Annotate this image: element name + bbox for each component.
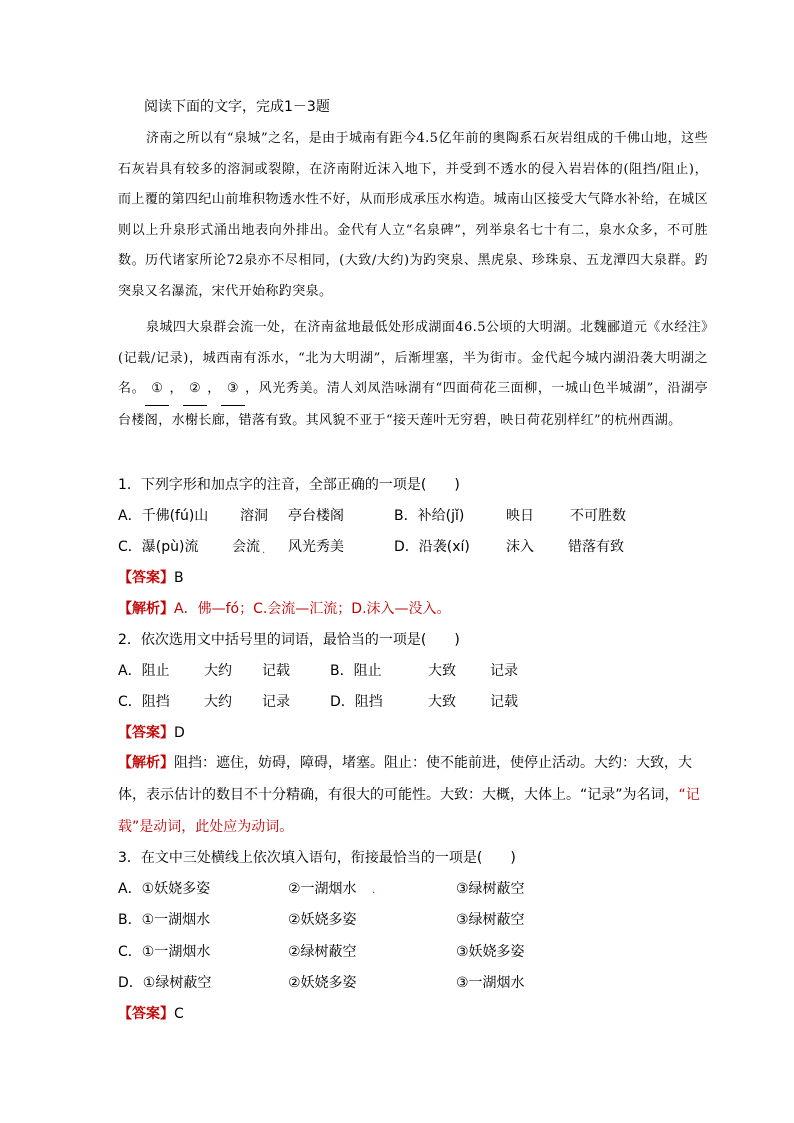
question-2-explanation	[118, 747, 712, 843]
question-1-stem: 1．下列字形和加点字的注音，全部正确的一项是( )	[118, 477, 460, 493]
q3-option-d-3: ③一湖烟水	[456, 975, 525, 991]
question-1-answer	[118, 567, 184, 587]
blank-separator-1: ，	[169, 381, 184, 396]
q3-option-c-2: ②绿树蔽空	[288, 944, 357, 960]
q2-option-c-3: 记录	[262, 694, 290, 710]
q2-option-b-2: 大致	[428, 663, 456, 679]
blank-3: ③	[221, 374, 245, 406]
q2-option-d-2: 大致	[428, 694, 456, 710]
q1-option-d-2: 沫入	[506, 539, 534, 555]
q3-option-a-1: A．①妖娆多姿	[118, 881, 211, 897]
q3-option-b-3: ③绿树蔽空	[456, 912, 525, 928]
q1-option-d-1: D．沿袭(xí)	[394, 539, 470, 555]
q2-option-c-1: C．阻挡	[118, 694, 170, 710]
q2-option-d-1: D．阻挡	[330, 694, 383, 710]
passage-paragraph-1: 济南之所以有“泉城”之名，是由于城南有距今4.5亿年前的奥陶系石灰岩组成的千佛山地，这些石灰岩具有较多的溶洞或裂隙，在济南附近沫入地下，并受到不透水的侵入岩岩体的(阻挡/阻止)，而上覆的第四纪山前堆积物透水性不好，从而形成承压水构造。城南山区接受大气降水补给，在城区则以上升泉形式涌出地表向外排出。金代有人立“名泉碑”，列举泉名七十有二，泉水众多，不可胜数。历代诸家所论72泉亦不尽相同，(大致/大约)为趵突泉、黑虎泉、珍珠泉、五龙潭四大泉群。趵突泉又名瀑流，宋代开始称趵突泉。	[118, 131, 708, 299]
section-intro: 阅读下面的文字，完成1－3题	[144, 99, 330, 115]
q2-option-b-1: B．阻止	[330, 663, 382, 679]
explanation-text: A．佛—fó；C.会流—汇流；D.沫入—没入。	[174, 601, 451, 617]
answer-tag: 【答案】	[118, 570, 174, 586]
q3-option-d-2: ②妖娆多姿	[288, 975, 357, 991]
q1-option-d-3: 错落有致	[568, 539, 624, 555]
q3-option-d-1: D．①绿树蔽空	[118, 975, 212, 991]
q1-option-c-3: 风光秀美	[288, 539, 344, 555]
q1-option-b-3: 不可胜数	[570, 508, 626, 524]
q1-option-b-1: B．补给(jǐ)	[394, 508, 465, 524]
q2-option-d-3: 记载	[490, 694, 518, 710]
answer-tag: 【答案】	[118, 725, 174, 741]
passage-paragraph-2-part-b: ，风光秀美。清人刘凤浩咏湖有“四面荷花三面柳，一城山色半城湖”，沿湖亭台楼阁，水榭长廊，错落有致。其风貌不亚于“接天莲叶无穷碧，映日荷花别样红”的杭州西湖。	[118, 381, 708, 428]
q1-option-a-3: 亭台楼阁	[288, 508, 344, 524]
q2-option-a-2: 大约	[204, 663, 232, 679]
blank-1: ①	[145, 374, 169, 406]
question-2-answer	[118, 722, 185, 742]
answer-value: C	[174, 1006, 184, 1022]
q2-option-b-3: 记录	[490, 663, 518, 679]
q1-option-a-1: A．千佛(fú)山	[118, 508, 209, 524]
q3-option-c-3: ③妖娆多姿	[456, 944, 525, 960]
answer-tag: 【答案】	[118, 1006, 174, 1022]
blank-separator-2: ，	[207, 381, 221, 396]
explanation-text: 阻挡：遮住，妨碍，障碍，堵塞。阻止：使不能前进，使停止活动。大约：大致，大体，表示估计的数目不十分精确，有很大的可能性。大致：大概，大体上。“记录”为名词，	[118, 755, 692, 803]
question-2-stem: 2．依次选用文中括号里的词语，最恰当的一项是( )	[118, 632, 460, 648]
answer-value: D	[174, 725, 185, 741]
q3-option-a-3: ③绿树蔽空	[456, 881, 525, 897]
q2-option-c-2: 大约	[204, 694, 232, 710]
q2-option-a-3: 记载	[262, 663, 290, 679]
q1-option-c-2: 会流	[232, 539, 260, 555]
q3-option-c-1: C．①一湖烟水	[118, 944, 211, 960]
q2-option-a-1: A．阻止	[118, 663, 170, 679]
explanation-tag: 【解析】	[118, 601, 174, 617]
q3-option-b-2: ②妖娆多姿	[288, 912, 357, 928]
answer-value: B	[174, 570, 184, 586]
question-3-stem: 3．在文中三处横线上依次填入语句，衔接最恰当的一项是( )	[118, 850, 516, 866]
explanation-tag: 【解析】	[118, 755, 174, 771]
blank-2: ②	[183, 374, 207, 406]
emphasis-dot: .	[372, 885, 376, 896]
passage-paragraph-2-part-a: 泉城四大泉群会流一处，在济南盆地最低处形成湖面46.5公顷的大明湖。北魏郦道元《水经注》(记载/记录)，城西南有泺水，“北为大明湖”，后渐埋塞，半为街市。金代起今城内湖沿袭大明湖之名。	[118, 320, 708, 396]
q1-option-a-2: 溶洞	[240, 508, 268, 524]
explanation-text-red: “记载”是动词，此处应为动词。	[118, 787, 700, 835]
q1-option-b-2: 映日	[506, 508, 534, 524]
passage-paragraph-2	[118, 313, 708, 436]
emphasis-dot: .	[262, 545, 266, 556]
question-1-explanation	[118, 598, 451, 618]
q3-option-a-2: ②一湖烟水	[288, 881, 357, 897]
q3-option-b-1: B．①一湖烟水	[118, 912, 211, 928]
q1-option-c-1: C．瀑(pù)流	[118, 539, 199, 555]
question-3-answer	[118, 1003, 184, 1023]
